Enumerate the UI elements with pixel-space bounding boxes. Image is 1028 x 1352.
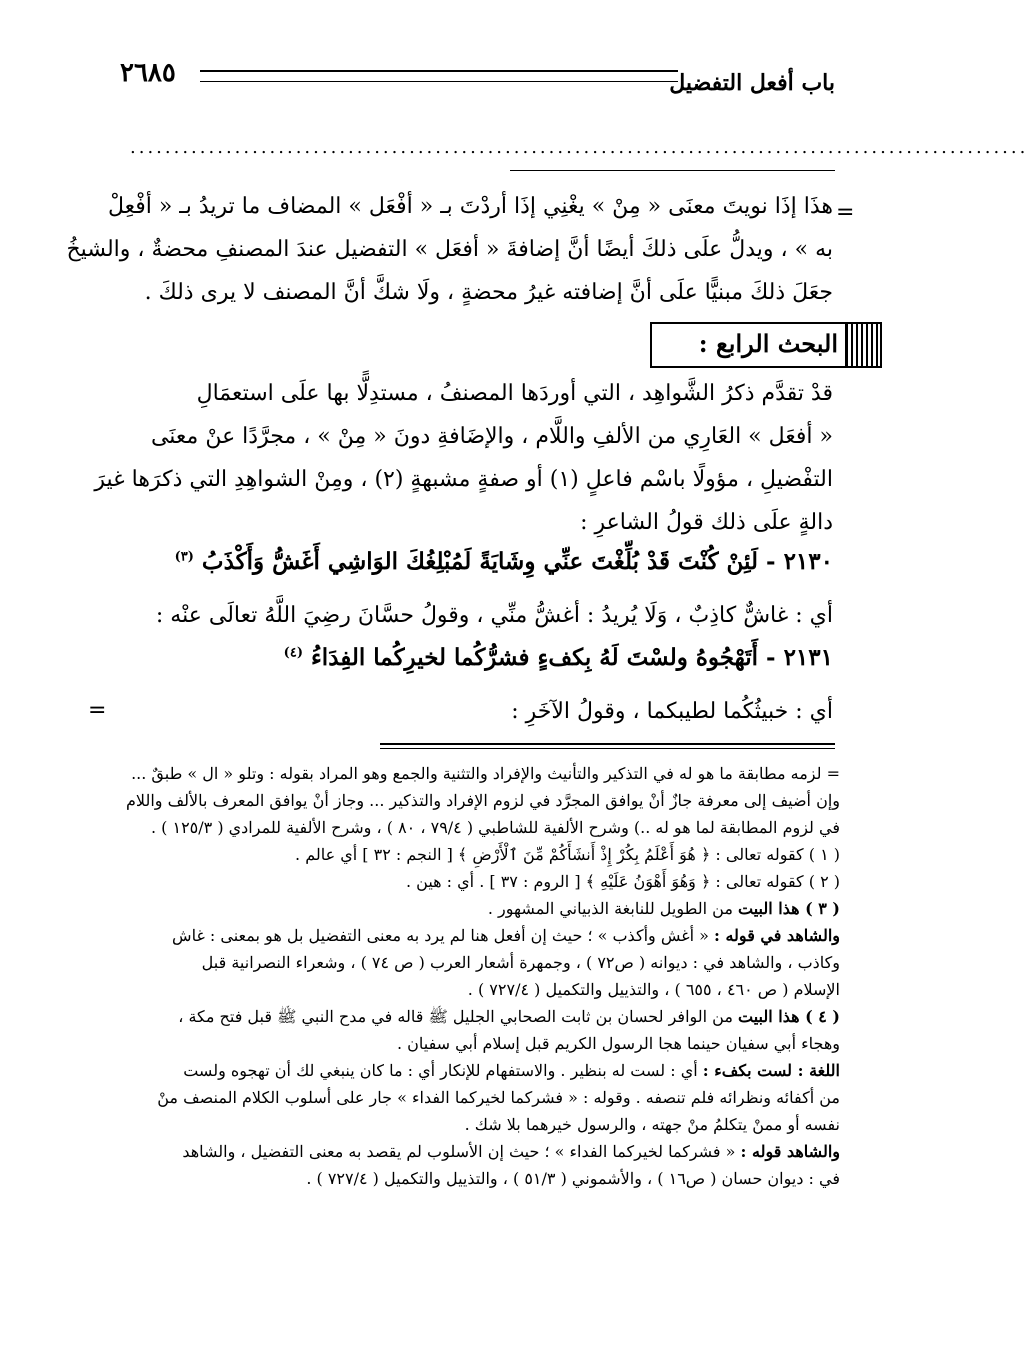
verse-text: لَئِنْ كُنْتَ قَدْ بُلِّغْتَ عنِّي وِشَايَةً لَمُبْلِغُكَ الوَاشِي أَغَشُّ وَأَكْذَبُ xyxy=(201,548,758,575)
page-number: ٢٦٨٥ xyxy=(120,58,176,88)
continuation-mark: = xyxy=(88,698,107,723)
footnotes xyxy=(40,760,840,1192)
section-paragraph xyxy=(43,372,833,544)
heading-ornament xyxy=(845,324,880,366)
footnote-line: من أكفائه ونظرائه فلم تنصفه . وقوله : « فشركما لخيركما الفداء » جار على أسلوب الكلام المنصف منْ xyxy=(157,1088,840,1107)
intro-line: جعَلَ ذلكَ مبنيًّا علَى أنَّ إضافته غيرُ محضةٍ ، ولَا شكَّ أنَّ المصنف لا يرى ذلكَ . xyxy=(144,280,833,305)
footnote-line: = لزمه مطابقة ما هو له في التذكير والتأنيث والإفراد والتثنية والجمع وهو المراد بقوله : وتلو « ال » طبقٌ ... xyxy=(131,764,840,783)
intro-paragraph xyxy=(33,185,833,314)
section-line: « أفعَل » العَارِي من الألفِ واللَّام ، والإضَافةِ دونَ « مِنْ » ، مجرَّدًا عنْ معنَى xyxy=(150,424,833,449)
footnote-separator xyxy=(380,743,835,749)
section-heading-box xyxy=(650,322,882,368)
section-heading: البحث الرابع : xyxy=(698,329,838,358)
footnote-line: وإن أضيف إلى معرفة جازٌ أنْ يوافق المجرَّد في لزوم الإفراد والتذكير ... وجاز أنْ يوافق المعرف بالألف واللام xyxy=(126,791,840,810)
verse-number: ٢١٣١ - xyxy=(766,644,833,671)
footnote-line: في لزوم المطابقة لما هو له ..) وشرح الألفية للشاطبي ( ٧٩/٤ ، ٨٠ ) ، وشرح الألفية للمرادي ( ١٢٥/٣ ) . xyxy=(150,818,840,837)
intro-line: هذَا إذَا نويتَ معنَى « مِنْ » يغْنِي إذَا أردْتَ بـ « أفْعَل » المضاف ما تريدُ بـ « أفْعِلْ xyxy=(107,194,833,219)
footnote-line: اللغة : لست بكفء : أي : لست له بنظير . والاستفهام للإنكار أي : ما كان ينبغي لك أن تهجوه ولست xyxy=(183,1061,840,1080)
header-rule xyxy=(200,70,678,82)
footnote-line: ( ٤ ) هذا البيت من الوافر لحسان بن ثابت الصحابي الجليل ﷺ قاله في مدح النبي ﷺ قبل فتح مكة ، xyxy=(178,1007,840,1026)
footnote-ref: (٤) xyxy=(283,645,303,661)
footnote-line: نفسه أو ممنْ يتكلمُ منْ جهته ، والرسول خيرهما بلا شك . xyxy=(464,1115,840,1134)
separator-rule xyxy=(510,170,835,171)
section-line: التفْضيلِ ، مؤولًا باسْم فاعلٍ (١) أو صفةٍ مشبهةٍ (٢) ، ومِنْ الشواهِدِ التي ذكرَها غيرَ xyxy=(94,467,833,492)
footnote-line: ( ٢ ) كقوله تعالى : ﴿ وَهُوَ أَهْوَنُ عَلَيْهِ ﴾ [ الروم : ٣٧ ] . أي : هين . xyxy=(405,872,840,891)
verse-2130-comment: أي : غاشٌّ كاذِبٌ ، وَلَا يُريدُ : أغشُّ منِّي ، وقولُ حسَّانَ رضِيَ اللَّهُ تعالَى عنْه : xyxy=(155,603,833,628)
section-line: دالةٍ علَى ذلك قولُ الشاعرِ : xyxy=(580,510,833,535)
footnote-line: ( ٣ ) هذا البيت من الطويل للنابغة الذبياني المشهور . xyxy=(487,899,840,918)
dotted-separator: ....................................................................................................... xyxy=(130,137,1028,158)
verse-number: ٢١٣٠ - xyxy=(766,548,833,575)
intro-line: به » ، ويدلُّ علَى ذلكَ أيضًا أنَّ إضافةَ « أفعَل » التفضيل عندَ المصنفِ محضةٌ ، والشيخُ xyxy=(66,237,833,262)
footnote-line: في : ديوان حسان ( ص١٦ ) ، والأشموني ( ٥١/٣ ) ، والتذييل والتكميل ( ٧٢٧/٤ ) . xyxy=(306,1169,840,1188)
verse-2130 xyxy=(43,548,833,575)
footnote-line: وكاذب ، والشاهد في : ديوانه ( ص٧٢ ) ، وجمهرة أشعار العرب ( ص ٧٤ ) ، وشعراء النصرانية قبل xyxy=(201,953,840,972)
footnote-line: وهجاء أبي سفيان حينما هجا الرسول الكريم قبل إسلام أبي سفيان . xyxy=(396,1034,840,1053)
footnote-line: ( ١ ) كقوله تعالى : ﴿ هُوَ أَعْلَمُ بِكُرْ إِذْ أَنشَأَكُمْ مِّنَ ٱلْأَرْضِ ﴾ [ النجم : ٣٢ ] أي عالم . xyxy=(295,845,840,864)
chapter-title: باب أفعل التفضيل xyxy=(669,70,835,96)
footnote-line: والشاهد في قوله : « أغش وأكذب » ؛ حيث إن أفعل هنا لم يرد به معنى التفضيل بل هو بمعنى : غاش xyxy=(172,926,840,945)
verse-2131 xyxy=(43,644,833,671)
section-line: قدْ تقدَّم ذكرُ الشَّواهِد ، التي أوردَها المصنفُ ، مستدِلًّا بها علَى استعمَالِ xyxy=(196,381,833,406)
continuation-mark: = xyxy=(836,200,855,225)
verse-2131-comment: أي : خبيثُكُما لطيبكما ، وقولُ الآخَرِ : xyxy=(511,699,833,724)
footnote-line: والشاهد قوله : « فشركما لخيركما الفداء » ؛ حيث إن الأسلوب لم يقصد به معنى التفضيل ، والشاهد xyxy=(182,1142,840,1161)
verse-text: أَتَهْجُوهُ ولسْتَ لَهُ بِكفءٍ فشرُّكُما لخيرِكُما الفِدَاءُ xyxy=(310,644,758,671)
footnote-ref: (٣) xyxy=(174,549,194,565)
footnote-line: الإسلام ( ص ٤٦٠ ، ٦٥٥ ) ، والتذييل والتكميل ( ٧٢٧/٤ ) . xyxy=(467,980,840,999)
